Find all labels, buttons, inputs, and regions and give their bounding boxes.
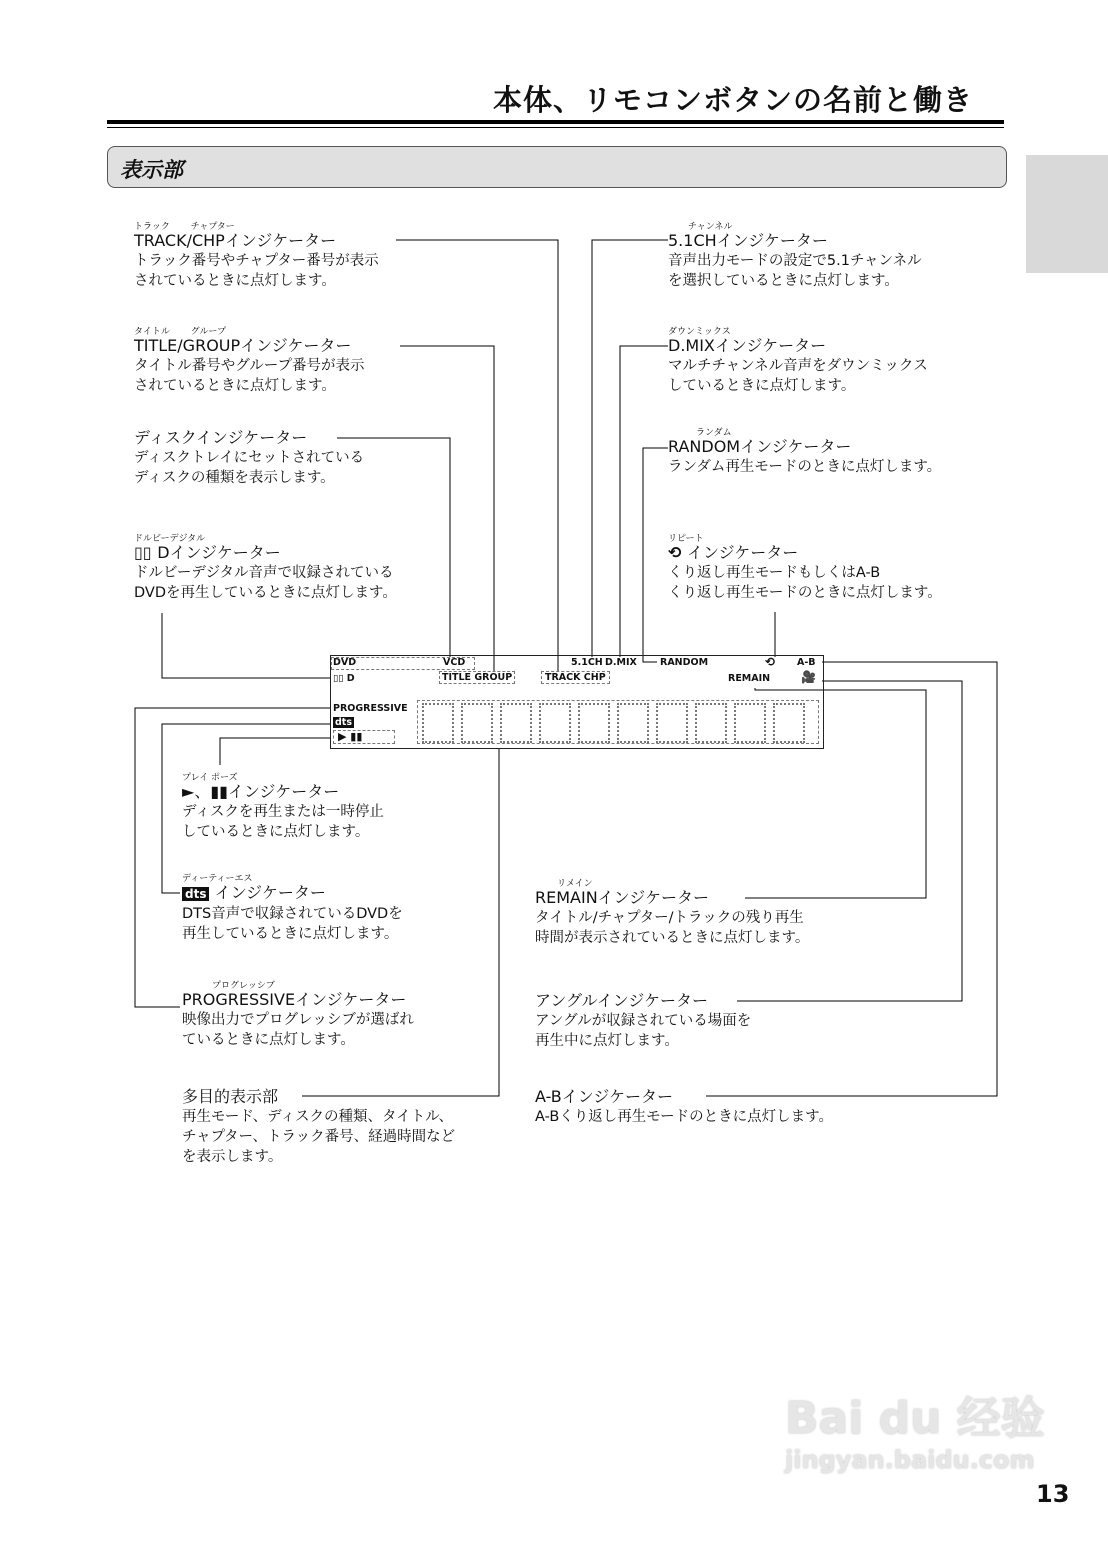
- ruby: タイトル グループ: [134, 327, 226, 337]
- remain-indicator: REMAIN: [728, 673, 771, 684]
- desc: 再生中に点灯します。: [535, 1033, 679, 1049]
- callout-title: 、▮▮インジケーター: [194, 782, 340, 801]
- callout-title: D.MIXインジケーター: [668, 336, 827, 355]
- ruby: [535, 1075, 833, 1087]
- desc: 再生しているときに点灯します。: [182, 926, 399, 942]
- desc: ディスクの種類を表示します。: [134, 470, 335, 486]
- desc: 音声出力モードの設定で5.1チャンネル: [668, 253, 922, 269]
- segment-digit: [461, 703, 493, 743]
- ruby: プレイ ポーズ: [182, 773, 238, 783]
- segment-digit: [422, 703, 454, 743]
- callout-title: PROGRESSIVEインジケーター: [182, 990, 407, 1009]
- desc: を選択しているときに点灯します。: [668, 273, 899, 289]
- callout-remain: [535, 876, 809, 948]
- desc: アングルが収録されている場面を: [535, 1013, 752, 1029]
- desc: DTS音声で収録されているDVDを: [182, 906, 403, 922]
- desc: されているときに点灯します。: [134, 378, 336, 394]
- line-track-chp: [396, 240, 558, 672]
- desc: しているときに点灯します。: [668, 378, 856, 394]
- segment-digit: [656, 703, 688, 743]
- callout-title: TITLE/GROUPインジケーター: [134, 336, 352, 355]
- repeat-indicator-icon: ⟲: [765, 655, 776, 669]
- vcd-indicator: VCD: [443, 657, 466, 668]
- segment-digit: [734, 703, 766, 743]
- ab-indicator: A-B: [797, 657, 816, 668]
- line-dmix: [620, 346, 668, 657]
- display-panel: [330, 655, 824, 749]
- desc: トラック番号やチャプター番号が表示: [134, 253, 379, 269]
- page-title: 本体、リモコンボタンの名前と働き: [492, 83, 973, 117]
- line-play: [220, 738, 330, 765]
- callout-title: ディスクインジケーター: [134, 428, 308, 447]
- multi-purpose-display: [417, 700, 819, 744]
- callout-track-chp: [134, 219, 379, 291]
- segment-digit: [617, 703, 649, 743]
- play-pause-indicator: ▶ ▮▮: [333, 730, 395, 744]
- callout-title: TRACK/CHPインジケーター: [134, 231, 337, 250]
- callout-title: 多目的表示部: [182, 1087, 279, 1106]
- callout-title-group: [134, 324, 365, 396]
- ruby: [535, 979, 751, 991]
- ruby: リピート: [668, 534, 704, 544]
- desc: タイトル/チャプター/トラックの残り再生: [535, 910, 804, 926]
- ruby: ドルビーデジタル: [134, 534, 206, 544]
- callout-multi-display: [182, 1075, 455, 1167]
- title-group-indicator: TITLE GROUP: [439, 671, 515, 684]
- desc: しているときに点灯します。: [182, 824, 370, 840]
- callout-title: インジケーター: [686, 543, 799, 562]
- segment-digit: [773, 703, 805, 743]
- desc: ディスクを再生または一時停止: [182, 804, 384, 820]
- callout-51ch: [668, 219, 922, 291]
- dts-indicator: dts: [335, 717, 352, 728]
- desc: チャプター、トラック番号、経過時間など: [182, 1129, 456, 1145]
- 51ch-indicator: 5.1CH: [571, 657, 603, 668]
- progressive-indicator: PROGRESSIVE: [333, 703, 408, 714]
- desc: タイトル番号やグループ番号が表示: [134, 358, 365, 374]
- segment-digit: [500, 703, 532, 743]
- ruby: チャンネル: [688, 222, 733, 232]
- callout-title: RANDOMインジケーター: [668, 437, 852, 456]
- segment-digit: [695, 703, 727, 743]
- dts-icon: dts: [182, 887, 209, 901]
- ruby: ランダム: [696, 428, 732, 438]
- callout-disc: [134, 416, 364, 488]
- line-random: [643, 448, 668, 662]
- callout-progressive: [182, 978, 414, 1050]
- random-indicator: RANDOM: [660, 657, 709, 668]
- desc: ドルビーデジタル音声で収録されている: [134, 565, 394, 581]
- dmix-indicator: D.MIX: [605, 657, 637, 668]
- desc: 時間が表示されているときに点灯します。: [535, 930, 810, 946]
- line-dolby: [162, 613, 330, 678]
- callout-repeat: [668, 531, 942, 603]
- callout-title: A-Bインジケーター: [535, 1087, 674, 1106]
- desc: マルチチャンネル音声をダウンミックス: [668, 358, 928, 374]
- repeat-icon: ⟲: [668, 543, 687, 562]
- ruby: [182, 1075, 455, 1087]
- line-progressive: [135, 708, 330, 1007]
- desc: くり返し再生モードもしくはA-B: [668, 565, 881, 581]
- desc: くり返し再生モードのときに点灯します。: [668, 585, 942, 601]
- segment-digit: [578, 703, 610, 743]
- desc: ディスクトレイにセットされている: [134, 450, 365, 466]
- dolby-d-indicator: ▯▯ D: [333, 673, 355, 684]
- desc: されているときに点灯します。: [134, 273, 336, 289]
- ruby: トラック チャプター: [134, 222, 235, 232]
- callout-title: アングルインジケーター: [535, 991, 709, 1010]
- section-title: 表示部: [120, 158, 183, 182]
- page-number: 13: [1036, 1480, 1070, 1508]
- ruby: ディーティーエス: [182, 874, 253, 884]
- desc: ているときに点灯します。: [182, 1032, 355, 1048]
- callout-title: インジケーター: [214, 883, 326, 902]
- callout-dmix: [668, 324, 928, 396]
- callout-dolby-d: [134, 531, 397, 603]
- callout-angle: [535, 979, 751, 1051]
- play-icon: ►: [182, 782, 195, 801]
- callout-ab: [535, 1075, 833, 1127]
- desc: DVDを再生しているときに点灯します。: [134, 585, 397, 601]
- ruby: プログレッシブ: [212, 981, 275, 991]
- dolby-icon: ▯▯: [134, 543, 158, 562]
- track-chp-indicator: TRACK CHP: [541, 671, 610, 684]
- line-title-group: [400, 346, 494, 672]
- callout-title: Dインジケーター: [157, 543, 281, 562]
- callout-play-pause: [182, 770, 384, 842]
- angle-indicator-icon: 🎥: [801, 670, 816, 684]
- ruby: リメイン: [557, 879, 593, 889]
- callout-random: [668, 425, 941, 477]
- desc: 再生モード、ディスクの種類、タイトル、: [182, 1109, 454, 1125]
- ruby: [134, 416, 364, 428]
- desc: を表示します。: [182, 1149, 283, 1165]
- callout-title: 5.1CHインジケーター: [668, 231, 828, 250]
- watermark-url: jingyan.baidu.com: [785, 1446, 1035, 1474]
- dolby-d-label: D: [346, 673, 355, 684]
- watermark: [785, 1382, 1045, 1474]
- dvd-indicator: DVD: [333, 657, 357, 668]
- callout-dts: [182, 871, 403, 944]
- ruby: ダウンミックス: [668, 327, 731, 337]
- watermark-brand: Bai du 经验: [785, 1393, 1045, 1444]
- desc: 映像出力でプログレッシブが選ばれ: [182, 1012, 414, 1028]
- desc: ランダム再生モードのときに点灯します。: [668, 459, 942, 475]
- segment-digit: [539, 703, 571, 743]
- desc: A-Bくり返し再生モードのときに点灯します。: [535, 1109, 834, 1125]
- callout-title: REMAINインジケーター: [535, 888, 709, 907]
